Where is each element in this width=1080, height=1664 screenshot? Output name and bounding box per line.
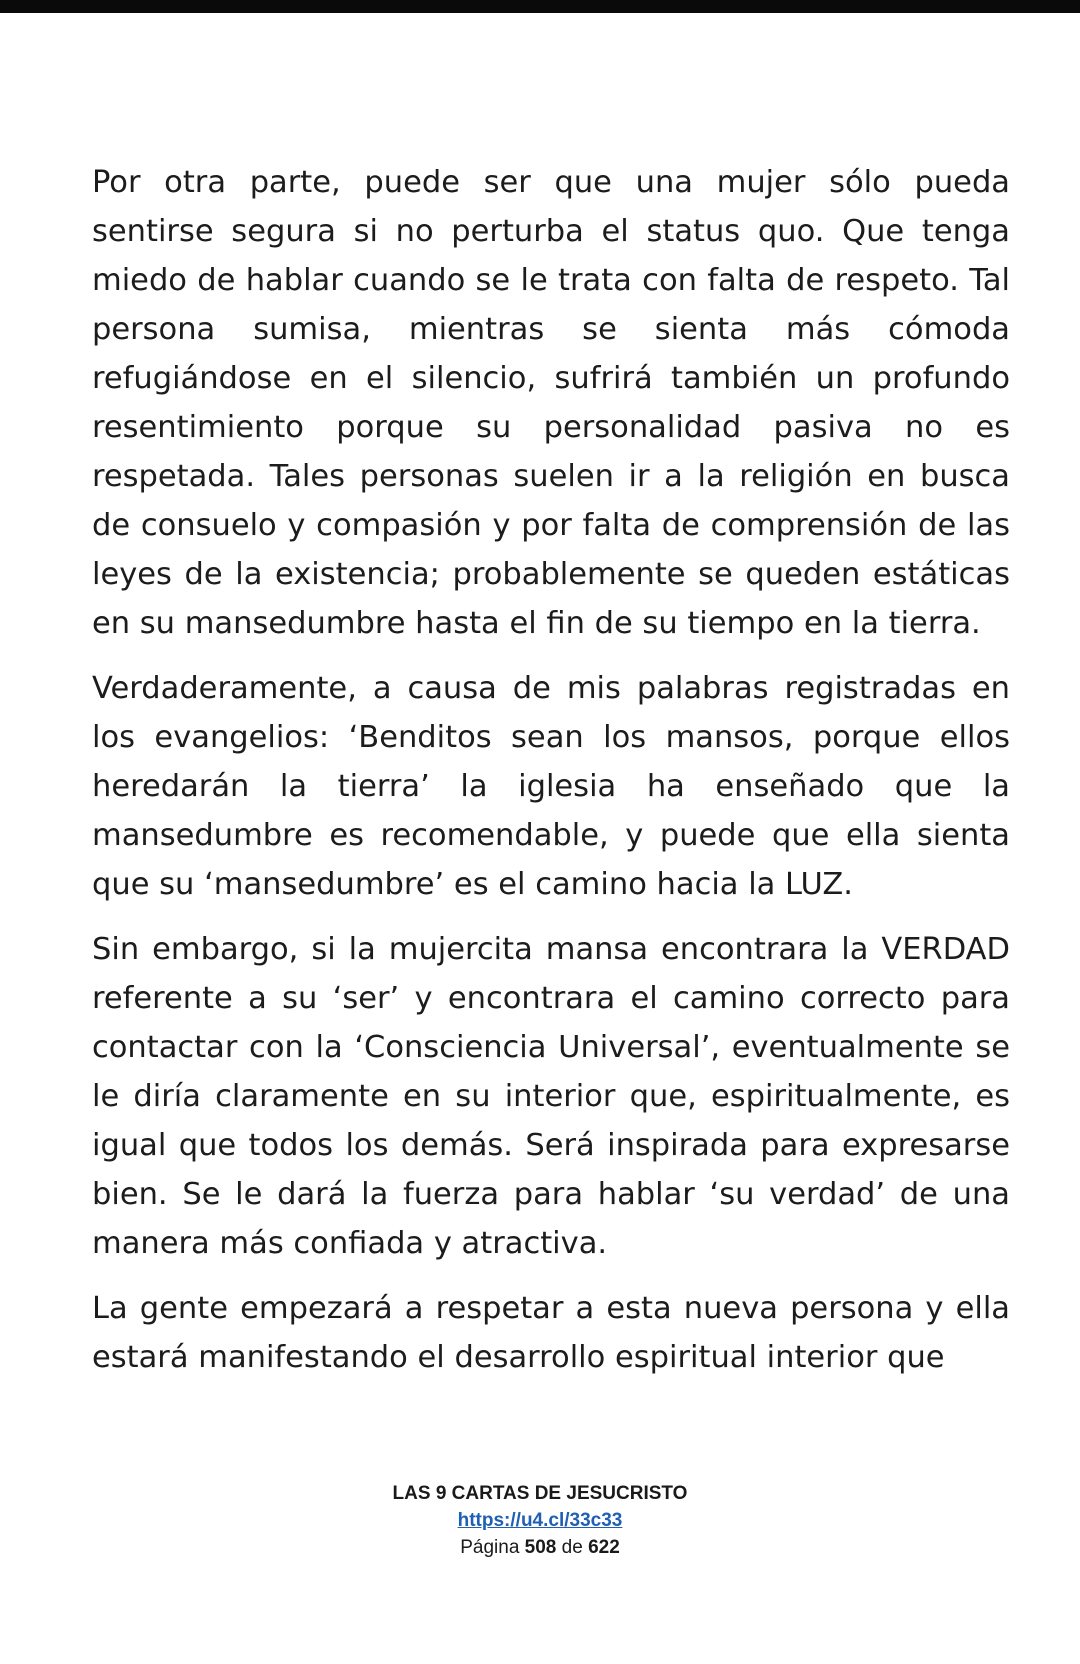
book-link[interactable]: https://u4.cl/33c33 bbox=[457, 1510, 623, 1531]
book-title: LAS 9 CARTAS DE JESUCRISTO bbox=[392, 1483, 688, 1504]
page-counter bbox=[0, 1534, 1080, 1561]
page-total: 622 bbox=[588, 1537, 620, 1558]
page-separator: de bbox=[561, 1537, 583, 1558]
page-number: 508 bbox=[524, 1537, 557, 1558]
page-footer bbox=[0, 1480, 1080, 1561]
page-body bbox=[92, 158, 1010, 1398]
paragraph-3: Sin embargo, si la mujercita mansa encontrara la VERDAD referente a su ‘ser’ y encontrara el camino correcto para contactar con la ‘Consciencia Universal’, eventualmente se le diría claramente en su interior que, espiritualmente, es igual que todos los demás. Será inspirada para expresarse bien. Se le dará la fuerza para hablar ‘su verdad’ de una manera más confiada y atractiva. bbox=[92, 932, 1010, 1261]
paragraph-1: Por otra parte, puede ser que una mujer sólo pueda sentirse segura si no perturba el status quo. Que tenga miedo de hablar cuando se le trata con falta de respeto. Tal persona sumisa, mientras se sienta más cómoda refugiándose en el silencio, sufrirá también un profundo resentimiento porque su personalidad pasiva no es respetada. Tales personas suelen ir a la religión en busca de consuelo y compasión y por falta de comprensión de las leyes de la existencia; probablemente se queden estáticas en su mansedumbre hasta el fin de su tiempo en la tierra. bbox=[92, 165, 1010, 641]
page-prefix: Página bbox=[460, 1537, 520, 1558]
top-border bbox=[0, 0, 1080, 13]
paragraph-2: Verdaderamente, a causa de mis palabras registradas en los evangelios: ‘Benditos sean los mansos, porque ellos heredarán la tierra’ la iglesia ha enseñado que la mansedumbre es recomendable, y puede que ella sienta que su ‘mansedumbre’ es el camino hacia la LUZ. bbox=[92, 671, 1010, 902]
paragraph-4: La gente empezará a respetar a esta nueva persona y ella estará manifestando el desarrollo espiritual interior que bbox=[92, 1291, 1010, 1375]
